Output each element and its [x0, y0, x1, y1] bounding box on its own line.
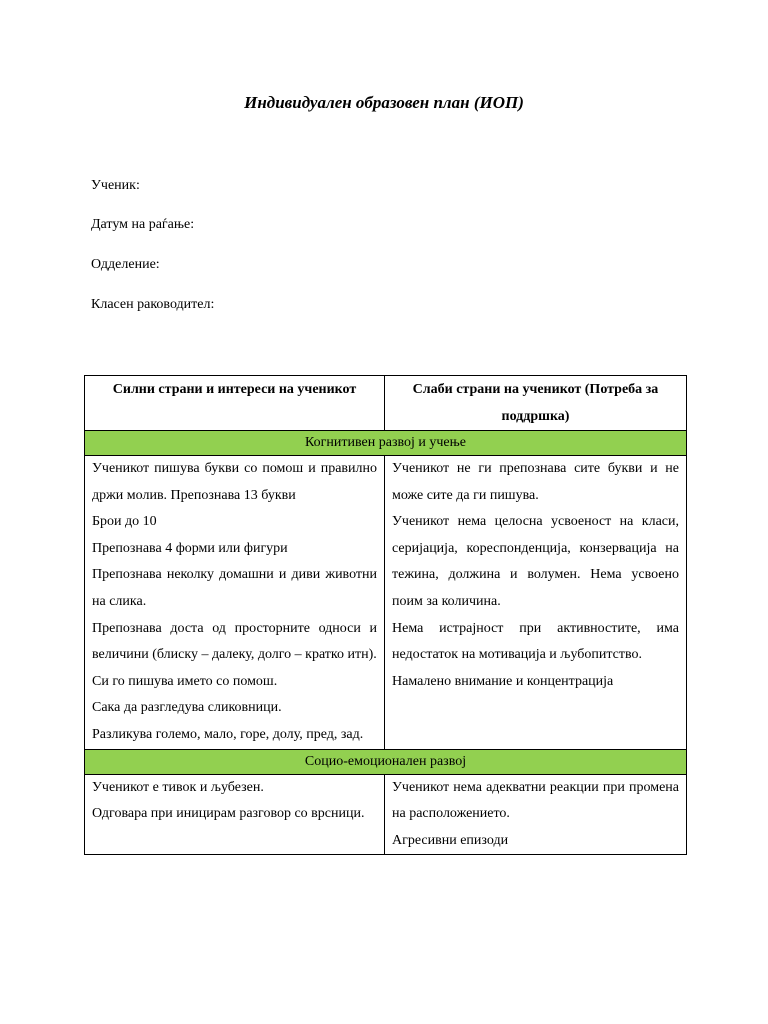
weaknesses-cell	[385, 774, 687, 855]
field-student: Ученик:	[91, 178, 140, 193]
table-row	[85, 774, 687, 855]
field-class: Одделение:	[91, 257, 160, 272]
list-item: Разликува големо, мало, горе, долу, пред, зад.	[92, 726, 364, 742]
list-item: Ученикот нема целосна усвоеност на класи, серијација, кореспонденција, конзервација на тежина, должина и волумен. Нема усвоено поим за количина.	[392, 514, 679, 609]
section-row-socio-emotional	[85, 749, 687, 774]
field-class-teacher: Класен раководител:	[91, 297, 215, 312]
list-item: Ученикот е тивок и љубезен.	[92, 779, 264, 795]
header-strengths: Силни страни и интереси на ученикот	[85, 376, 385, 431]
section-row-cognitive	[85, 431, 687, 456]
list-item: Си го пишува името со помош.	[92, 673, 278, 689]
table-header-row	[85, 376, 687, 431]
list-item: Агресивни епизоди	[392, 832, 509, 848]
list-item: Сака да разгледува сликовници.	[92, 700, 282, 716]
list-item: Брои до 10	[92, 514, 157, 530]
weaknesses-cell	[385, 456, 687, 750]
list-item: Препознава неколку домашни и диви животни на слика.	[92, 567, 377, 609]
list-item: Ученикот пишува букви со помош и правилно држи молив. Препознава 13 букви	[92, 461, 377, 503]
field-birth-date: Датум на раѓање:	[91, 217, 195, 232]
table-row	[85, 456, 687, 750]
section-title: Когнитивен развој и учење	[85, 431, 687, 456]
strengths-cell	[85, 456, 385, 750]
iop-table	[84, 375, 687, 855]
header-weaknesses: Слаби страни на ученикот (Потреба за поддршка)	[385, 376, 687, 431]
list-item: Ученикот нема адекватни реакции при промена на расположението.	[392, 779, 679, 822]
section-title: Социо-емоционален развој	[85, 749, 687, 774]
list-item: Препознава 4 форми или фигури	[92, 540, 288, 556]
list-item: Ученикот не ги препознава сите букви и не може сите да ги пишува.	[392, 461, 679, 503]
list-item: Намалено внимание и концентрација	[392, 673, 614, 689]
list-item: Одговара при иницирам разговор со врсници.	[92, 806, 365, 822]
list-item: Нема истрајност при активностите, има недостаток на мотивација и љубопитство.	[392, 620, 679, 663]
strengths-cell	[85, 774, 385, 855]
list-item: Препознава доста од просторните односи и величини (блиску – далеку, долго – кратко итн).	[92, 620, 377, 663]
page-title: Индивидуален образовен план (ИОП)	[244, 93, 524, 112]
